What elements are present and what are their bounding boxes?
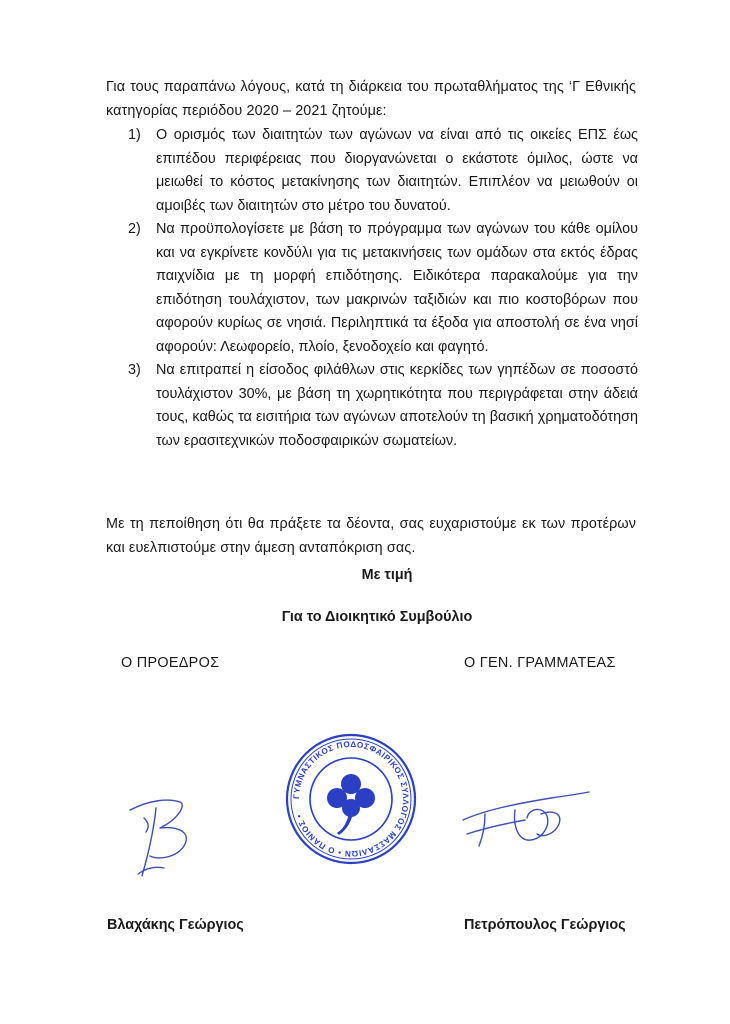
club-seal — [283, 731, 419, 867]
president-name: Βλαχάκης Γεώργιος — [107, 917, 244, 933]
seal-text: ΓΥΜΝΑΣΤΙΚΟΣ ΠΟΔΟΣΦΑΙΡΙΚΟΣ ΣΥΛΛΟΓΟΣ ΜΑΣΣΑΛΙΩΝ • Ο ΠΑΝΙΟΣ • — [291, 739, 411, 859]
list-item-number: 2) — [128, 221, 141, 237]
list-item — [128, 218, 638, 359]
president-signature — [120, 788, 200, 883]
secretary-signature — [455, 780, 595, 850]
list-item-text: Να προϋπολογίσετε με βάση το πρόγραμμα των αγώνων του κάθε ομίλου και να εγκρίνετε κονδύλι για τις μετακινήσεις των ομάδων στα εκτός έδρας παιχνίδια με τη μορφή επιδότησης. Ειδικότερα παρακαλούμε για την επιδότηση τουλάχιστον, των μακρινών ταξιδιών και πιο κοστοβόρων που αφορούν κυρίως σε νησιά. Περιληπτικά τα έξοδα για αποστολή σε ένα νησί αφορούν: Λεωφορείο, πλοίο, ξενοδοχείο και φαγητό. — [156, 221, 638, 355]
list-item — [128, 124, 638, 218]
president-title: Ο ΠΡΟΕΔΡΟΣ — [121, 655, 220, 671]
regards-line: Με τιμή — [361, 567, 413, 583]
clover-icon — [327, 774, 375, 835]
board-line: Για το Διοικητικό Συμβούλιο — [281, 609, 473, 625]
list-item-text: Να επιτραπεί η είσοδος φιλάθλων στις κερκίδες των γηπέδων σε ποσοστό τουλάχιστον 30%, με βάση τη χωρητικότητα που περιγράφεται στην άδειά τους, καθώς τα εισιτήρια των αγώνων αποτελούν τη βασική χρηματοδότηση των ερασιτεχνικών ποδοσφαιρικών σωματείων. — [156, 362, 638, 449]
secretary-title: Ο ΓΕΝ. ΓΡΑΜΜΑΤΕΑΣ — [464, 655, 616, 671]
list-item-number: 3) — [128, 362, 141, 378]
secretary-name: Πετρόπουλος Γεώργιος — [464, 917, 626, 933]
list-item — [128, 359, 638, 453]
closing-paragraph: Με τη πεποίθηση ότι θα πράξετε τα δέοντα, σας ευχαριστούμε εκ των προτέρων και ευελπιστούμε στην άμεση ανταπόκριση σας. — [106, 516, 636, 556]
intro-paragraph: Για τους παραπάνω λόγους, κατά τη διάρκεια του πρωταθλήματος της ‘Γ Εθνικής κατηγορίας περιόδου 2020 – 2021 ζητούμε: — [106, 79, 636, 119]
requests-list — [128, 124, 638, 453]
list-item-number: 1) — [128, 127, 141, 143]
list-item-text: Ο ορισμός των διαιτητών των αγώνων να είναι από τις οικείες ΕΠΣ έως επιπέδου περιφέρειας που διοργανώνεται ο εκάστοτε όμιλος, ώστε να μειωθεί το κόστος μετακίνησης των διαιτητών. Επιπλέον να μειωθούν οι αμοιβές των διαιτητών στο μέτρο του δυνατού. — [156, 127, 638, 214]
